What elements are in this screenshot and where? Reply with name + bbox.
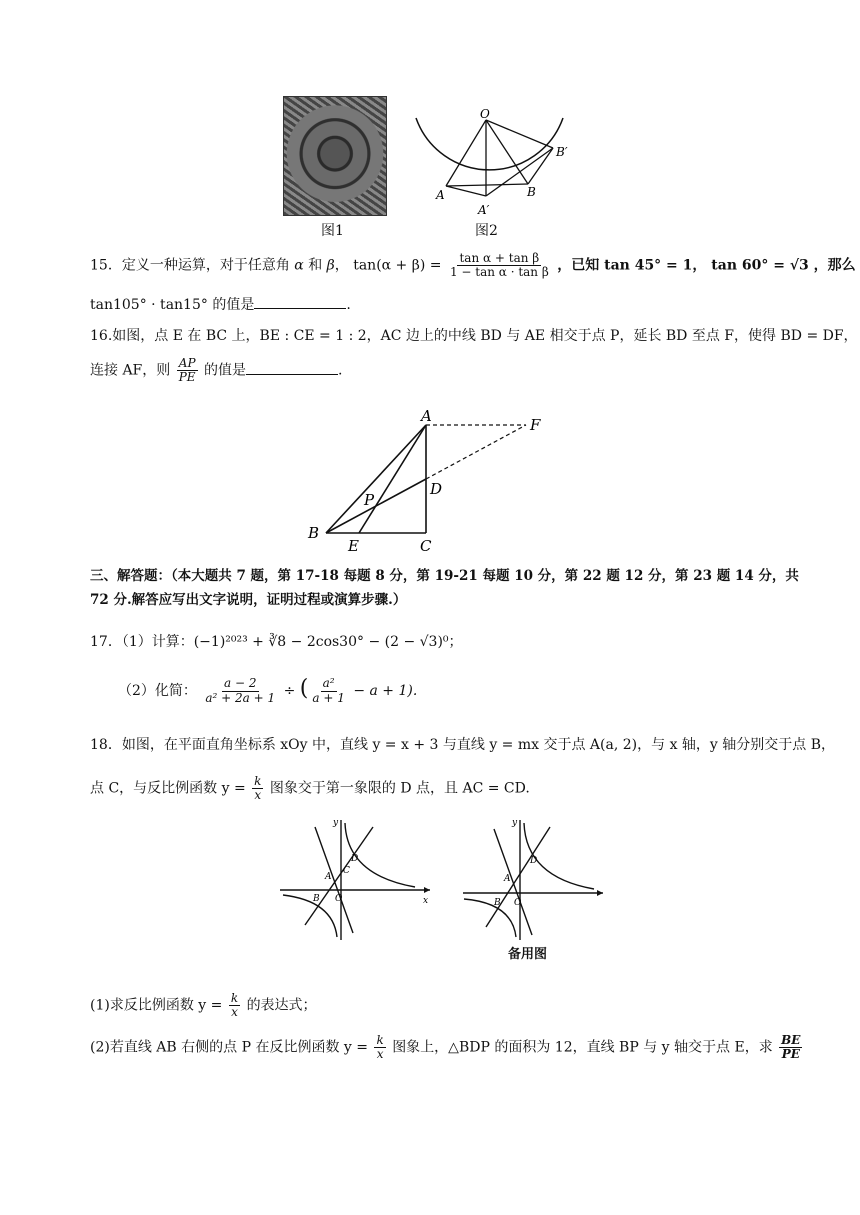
q16-line1: 16.如图，点 E 在 BC 上，BE : CE = 1 : 2，AC 边上的中线 BD 与 AE 相交于点 P，延长 BD 至点 F，使得 BD = DF， [90,328,858,344]
q17-fraction-1: $\frac{a - 2}{\text{a² + 2a + 1}}$ [205,676,276,705]
point-B-prime: B′ [556,145,568,159]
section3-heading-line2: 72 分.解答应写出文字说明，证明过程或演算步骤.） [90,592,407,608]
k-over-x-fraction: $\frac{k}{x}$ [376,1033,384,1062]
q15-tan-sum-fraction: $\frac{\text{tan α + tan β}}{\text{1 − tan α · tan β}}$ [449,251,549,280]
q18-sub2: (2)若直线 AB 右侧的点 P 在反比例函数 y = $\frac{k}{x}$ 图象上，△BDP 的面积为 12，直线 BP 与 y 轴交于点 E，求 $\frac{BE}{PE}$ [90,1033,801,1062]
q15-line2: tan105° · tan15° 的值是 . [90,297,351,313]
ap-pe-fraction: $\frac{AP}{PE}$ [178,356,196,385]
point-C: C [420,537,432,555]
q16-line2: 连接 AF，则 $\frac{AP}{PE}$ 的值是 . [90,356,343,385]
q18-sub1: (1)求反比例函数 y = $\frac{k}{x}$ 的表达式； [90,991,317,1020]
x-axis-label: x [423,896,429,906]
section3-heading-line1: 三、解答题：（本大题共 7 题，第 17-18 每题 8 分，第 19-21 每题 10 分，第 22 题 12 分，第 23 题 14 分，共 [90,568,799,584]
origin-O: O [514,898,522,908]
q18-line2: 点 C，与反比例函数 y = $\frac{k}{x}$ 图象交于第一象限的 D 点，且 AC = CD. [90,774,530,803]
waterwheel-photo [283,96,387,216]
fig1-label: 图1 [321,223,344,239]
q17-part2: （2）化简： $\frac{a - 2}{\text{a² + 2a + 1}}$ ÷ ( $\frac{\text{a²}}{a + 1}$ − a + 1). [118,676,418,705]
q15-line1: 15．定义一种运算，对于任意角 α 和 β， tan(α + β) = $\frac{\text{tan α + tan β}}{\text{1 − tan α · tan β}}$ ，已知 tan 45° = 1， tan 60° = √3 ，那么 [90,251,856,280]
point-B: B [527,185,536,199]
backup-figure-label: 备用图 [508,947,548,962]
q18-line1: 18．如图，在平面直角坐标系 xOy 中，直线 y = x + 3 与直线 y = mx 交于点 A(a, 2)，与 x 轴，y 轴分别交于点 B， [90,737,836,753]
q17-part1: 17．（1）计算：(−1)²⁰²³ + ∛8 − 2cos30° − (2 − √3)⁰； [90,634,463,650]
point-B: B [313,894,320,904]
q18-graph-main [275,815,435,945]
point-A: A [325,872,332,882]
point-O: O [480,108,490,121]
point-E: E [348,537,359,555]
point-B: B [308,524,320,542]
fig2-label: 图2 [475,223,498,239]
q18-graph-backup [458,815,608,945]
origin-O: O [335,894,343,904]
point-A: A [436,188,445,202]
point-D: D [430,480,443,498]
fig2-diagram [408,108,573,220]
point-A-prime: A′ [478,203,490,217]
y-axis-label: y [333,818,339,828]
y-axis-label: y [512,818,518,828]
point-F: F [530,416,541,434]
q17-fraction-2: $\frac{\text{a²}}{a + 1}$ [312,676,345,705]
point-P: P [364,491,375,509]
point-D: D [351,854,359,864]
answer-blank [254,296,346,309]
k-over-x-fraction: $\frac{k}{x}$ [230,991,239,1020]
answer-blank [246,362,338,375]
be-pe-fraction: $\frac{BE}{PE}$ [781,1033,801,1062]
point-C: C [343,866,350,876]
point-A: A [504,874,511,884]
q16-triangle-diagram [300,405,560,555]
point-B: B [494,898,501,908]
k-over-x-fraction: $\frac{k}{x}$ [254,774,262,803]
point-D: D [530,856,538,866]
point-A: A [421,407,432,425]
